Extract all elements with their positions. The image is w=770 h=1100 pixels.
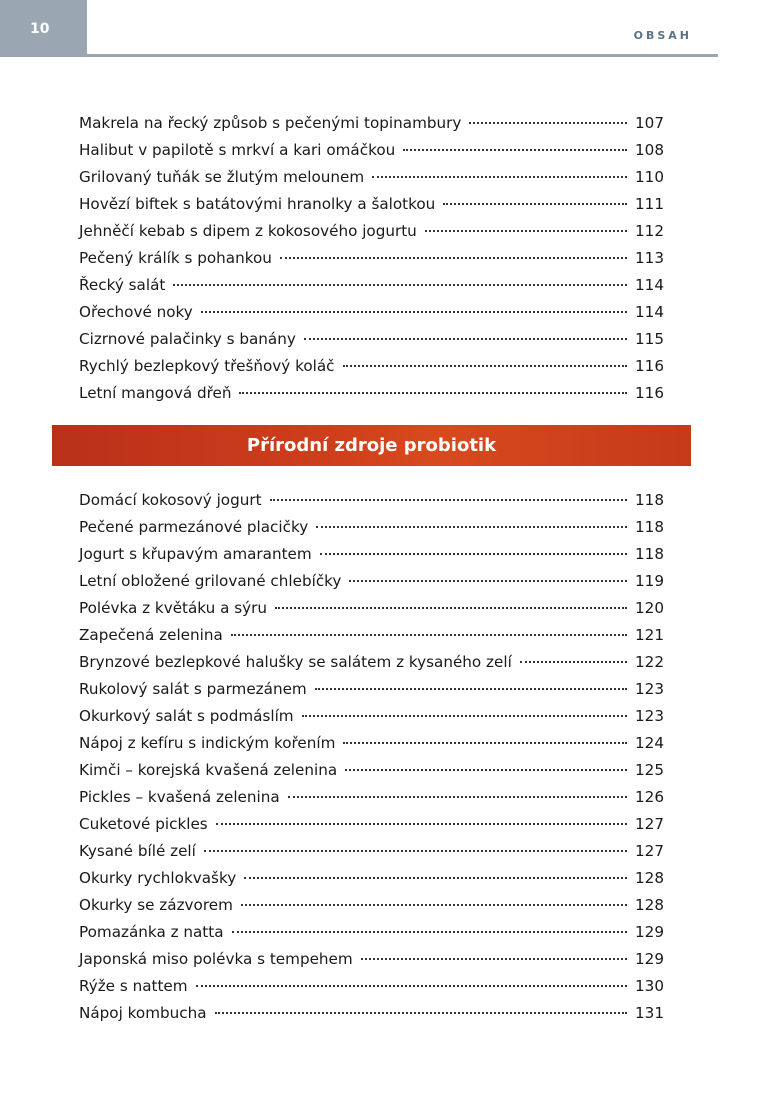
toc-entry-page: 129 (635, 950, 664, 968)
toc-entry-title: Pickles – kvašená zelenina (79, 788, 280, 806)
toc-entry-page: 131 (635, 1004, 664, 1022)
toc-entry[interactable] (79, 730, 664, 757)
toc-entry-page: 126 (635, 788, 664, 806)
toc-entry[interactable] (79, 649, 664, 676)
toc-entry[interactable] (79, 1000, 664, 1027)
toc-entry-title: Kysané bílé zelí (79, 842, 196, 860)
toc-entry[interactable] (79, 245, 664, 272)
toc-entry-page: 124 (635, 734, 664, 752)
dot-leader (231, 634, 627, 636)
toc-list-main-dishes (79, 110, 664, 407)
toc-entry-page: 112 (635, 222, 664, 240)
toc-entry[interactable] (79, 353, 664, 380)
toc-entry-page: 122 (635, 653, 664, 671)
toc-entry-title: Polévka z květáku a sýru (79, 599, 267, 617)
toc-entry-page: 114 (635, 303, 664, 321)
toc-entry-page: 116 (635, 384, 664, 402)
dot-leader (469, 122, 627, 124)
toc-entry-title: Řecký salát (79, 276, 166, 294)
toc-entry[interactable] (79, 487, 664, 514)
toc-entry-title: Letní obložené grilované chlebíčky (79, 572, 342, 590)
toc-entry[interactable] (79, 865, 664, 892)
toc-entry[interactable] (79, 622, 664, 649)
dot-leader (204, 850, 627, 852)
dot-leader (361, 958, 627, 960)
dot-leader (304, 338, 627, 340)
toc-entry-page: 121 (635, 626, 664, 644)
page-number-box (0, 0, 87, 57)
toc-entry[interactable] (79, 676, 664, 703)
toc-entry-page: 111 (635, 195, 664, 213)
toc-entry-page: 108 (635, 141, 664, 159)
toc-entry[interactable] (79, 892, 664, 919)
toc-entry[interactable] (79, 811, 664, 838)
toc-entry-title: Domácí kokosový jogurt (79, 491, 262, 509)
dot-leader (443, 203, 627, 205)
dot-leader (302, 715, 627, 717)
toc-entry-page: 114 (635, 276, 664, 294)
toc-entry[interactable] (79, 218, 664, 245)
toc-entry-title: Okurkový salát s podmáslím (79, 707, 294, 725)
toc-entry-page: 127 (635, 815, 664, 833)
dot-leader (520, 661, 627, 663)
toc-entry-title: Brynzové bezlepkové halušky se salátem z kysaného zelí (79, 653, 512, 671)
toc-entry-title: Pečený králík s pohankou (79, 249, 272, 267)
toc-entry-page: 120 (635, 599, 664, 617)
toc-entry-page: 113 (635, 249, 664, 267)
dot-leader (315, 688, 627, 690)
toc-entry-page: 127 (635, 842, 664, 860)
toc-entry-title: Nápoj kombucha (79, 1004, 207, 1022)
toc-entry-title: Rýže s nattem (79, 977, 188, 995)
toc-entry-title: Zapečená zelenina (79, 626, 223, 644)
dot-leader (425, 230, 627, 232)
toc-entry-page: 129 (635, 923, 664, 941)
dot-leader (316, 526, 627, 528)
toc-entry[interactable] (79, 272, 664, 299)
toc-entry-title: Rychlý bezlepkový třešňový koláč (79, 357, 335, 375)
toc-entry-page: 128 (635, 869, 664, 887)
toc-entry[interactable] (79, 380, 664, 407)
toc-entry-title: Makrela na řecký způsob s pečenými topinambury (79, 114, 462, 132)
dot-leader (372, 176, 627, 178)
toc-entry-page: 125 (635, 761, 664, 779)
dot-leader (345, 769, 627, 771)
toc-entry-page: 123 (635, 707, 664, 725)
dot-leader (343, 742, 627, 744)
section-banner (52, 425, 691, 466)
toc-entry-page: 128 (635, 896, 664, 914)
toc-entry-page: 130 (635, 977, 664, 995)
dot-leader (232, 931, 627, 933)
toc-entry-title: Pečené parmezánové placičky (79, 518, 309, 536)
toc-entry-title: Jehněčí kebab s dipem z kokosového jogurtu (79, 222, 417, 240)
toc-entry[interactable] (79, 703, 664, 730)
dot-leader (270, 499, 627, 501)
toc-entry-title: Jogurt s křupavým amarantem (79, 545, 312, 563)
toc-entry-title: Japonská miso polévka s tempehem (79, 950, 353, 968)
dot-leader (244, 877, 627, 879)
page-number: 10 (30, 20, 50, 37)
dot-leader (320, 553, 627, 555)
toc-entry-page: 116 (635, 357, 664, 375)
toc-entry[interactable] (79, 326, 664, 353)
toc-entry[interactable] (79, 299, 664, 326)
banner-title: Přírodní zdroje probiotik (246, 435, 497, 456)
toc-entry[interactable] (79, 973, 664, 1000)
dot-leader (215, 1012, 627, 1014)
toc-entry-title: Hovězí biftek s batátovými hranolky a šalotkou (79, 195, 436, 213)
dot-leader (201, 311, 627, 313)
toc-entry[interactable] (79, 514, 664, 541)
toc-entry[interactable] (79, 757, 664, 784)
toc-entry[interactable] (79, 838, 664, 865)
toc-entry[interactable] (79, 137, 664, 164)
toc-entry-page: 107 (635, 114, 664, 132)
dot-leader (241, 904, 627, 906)
toc-entry[interactable] (79, 568, 664, 595)
toc-entry-page: 119 (635, 572, 664, 590)
toc-entry-title: Grilovaný tuňák se žlutým melounem (79, 168, 365, 186)
toc-entry-page: 118 (635, 518, 664, 536)
toc-entry-title: Okurky se zázvorem (79, 896, 233, 914)
toc-entry-page: 110 (635, 168, 664, 186)
toc-entry-page: 115 (635, 330, 664, 348)
toc-list-probiotics (79, 487, 664, 1027)
toc-entry[interactable] (79, 919, 664, 946)
toc-entry-title: Okurky rychlokvašky (79, 869, 237, 887)
toc-entry-page: 118 (635, 545, 664, 563)
dot-leader (216, 823, 627, 825)
toc-entry-title: Rukolový salát s parmezánem (79, 680, 307, 698)
toc-entry-page: 118 (635, 491, 664, 509)
toc-entry-title: Cuketové pickles (79, 815, 208, 833)
toc-entry-title: Letní mangová dřeň (79, 384, 232, 402)
toc-entry-title: Kimči – korejská kvašená zelenina (79, 761, 338, 779)
toc-entry-page: 123 (635, 680, 664, 698)
toc-entry[interactable] (79, 191, 664, 218)
toc-entry[interactable] (79, 164, 664, 191)
toc-entry[interactable] (79, 595, 664, 622)
dot-leader (403, 149, 627, 151)
section-title: OBSAH (633, 29, 692, 42)
dot-leader (288, 796, 627, 798)
toc-entry-title: Nápoj z kefíru s indickým kořením (79, 734, 336, 752)
toc-entry[interactable] (79, 946, 664, 973)
toc-entry-title: Pomazánka z natta (79, 923, 224, 941)
dot-leader (196, 985, 627, 987)
dot-leader (349, 580, 627, 582)
dot-leader (173, 284, 627, 286)
dot-leader (343, 365, 628, 367)
dot-leader (275, 607, 627, 609)
header-rule (87, 54, 718, 57)
toc-entry-title: Halibut v papilotě s mrkví a kari omáčkou (79, 141, 396, 159)
toc-entry[interactable] (79, 541, 664, 568)
dot-leader (280, 257, 627, 259)
toc-entry[interactable] (79, 110, 664, 137)
toc-entry-title: Ořechové noky (79, 303, 193, 321)
dot-leader (239, 392, 627, 394)
toc-entry-title: Cizrnové palačinky s banány (79, 330, 296, 348)
toc-entry[interactable] (79, 784, 664, 811)
